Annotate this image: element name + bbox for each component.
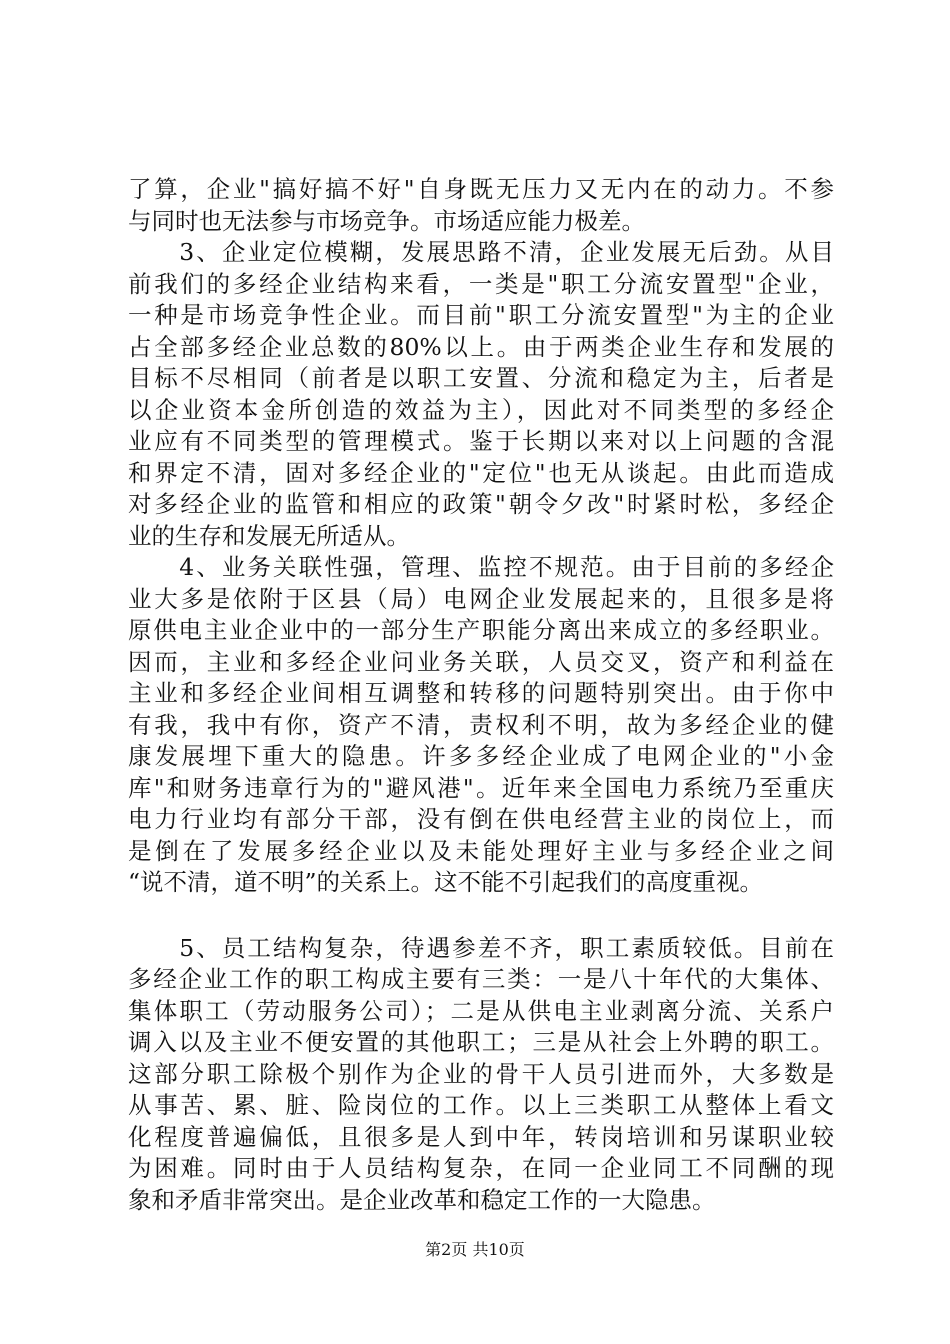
text-line: 对多经企业的监管和相应的政策"朝令夕改"时紧时松，多经企 xyxy=(128,490,834,518)
text-line: 电力行业均有部分干部，没有倒在供电经营主业的岗位上，而 xyxy=(128,805,834,833)
text-line: 业的生存和发展无所适从。 xyxy=(128,521,410,550)
text-line: 库"和财务违章行为的"避风港"。近年来全国电力系统乃至重庆 xyxy=(128,773,834,802)
body-text xyxy=(128,174,834,1216)
text-line: 了算，企业"搞好搞不好"自身既无压力又无内在的动力。不参 xyxy=(128,175,834,203)
text-line: 从事苦、累、脏、险岗位的工作。以上三类职工从整体上看文 xyxy=(128,1091,834,1119)
text-line: 目标不尽相同（前者是以职工安置、分流和稳定为主，后者是 xyxy=(128,364,834,392)
text-line: 康发展埋下重大的隐患。许多多经企业成了电网企业的"小金 xyxy=(128,742,834,770)
text-line: 3、企业定位模糊，发展思路不清，企业发展无后劲。从目 xyxy=(128,238,834,266)
page-number-footer: 第2页 共10页 xyxy=(425,1240,525,1259)
text-line: 集体职工（劳动服务公司）；二是从供电主业剥离分流、关系户 xyxy=(128,996,834,1025)
paragraph-gap xyxy=(128,899,834,933)
text-line: 业大多是依附于区县（局）电网企业发展起来的，且很多是将 xyxy=(128,584,834,613)
text-line: 与同时也无法参与市场竞争。市场适应能力极差。 xyxy=(128,206,645,235)
text-line: 为困难。同时由于人员结构复杂，在同一企业同工不同酬的现 xyxy=(128,1154,834,1182)
text-line: 以企业资本金所创造的效益为主），因此对不同类型的多经企 xyxy=(128,395,834,424)
text-line: 前我们的多经企业结构来看，一类是"职工分流安置型"企业， xyxy=(128,269,834,298)
text-line: 和界定不清，固对多经企业的"定位"也无从谈起。由此而造成 xyxy=(128,458,834,487)
text-line: 多经企业工作的职工构成主要有三类：一是八十年代的大集体、 xyxy=(128,965,834,993)
text-line: 5、员工结构复杂，待遇参差不齐，职工素质较低。目前在 xyxy=(128,933,834,962)
text-line: 调入以及主业不便安置的其他职工；三是从社会上外聘的职工。 xyxy=(128,1028,834,1056)
text-line: 原供电主业企业中的一部分生产职能分离出来成立的多经职业。 xyxy=(128,616,834,644)
text-line: 化程度普遍偏低，且很多是人到中年，转岗培训和另谋职业较 xyxy=(128,1122,834,1151)
text-line: “说不清，道不明”的关系上。这不能不引起我们的高度重视。 xyxy=(128,868,764,896)
text-line: 占全部多经企业总数的80%以上。由于两类企业生存和发展的 xyxy=(128,332,834,361)
text-line: 业应有不同类型的管理模式。鉴于长期以来对以上问题的含混 xyxy=(128,427,834,455)
text-line: 一种是市场竞争性企业。而目前"职工分流安置型"为主的企业 xyxy=(128,301,834,329)
text-line: 有我，我中有你，资产不清，责权利不明，故为多经企业的健 xyxy=(128,710,834,739)
text-line: 这部分职工除极个别作为企业的骨干人员引进而外，大多数是 xyxy=(128,1059,834,1088)
text-line: 因而，主业和多经企业问业务关联，人员交叉，资产和利益在 xyxy=(128,647,834,676)
text-line: 4、业务关联性强，管理、监控不规范。由于目前的多经企 xyxy=(128,553,834,581)
text-line: 主业和多经企业间相互调整和转移的问题特别突出。由于你中 xyxy=(128,679,834,707)
text-line: 象和矛盾非常突出。是企业改革和稳定工作的一大隐患。 xyxy=(128,1185,716,1214)
text-line: 是倒在了发展多经企业以及未能处理好主业与多经企业之间 xyxy=(128,836,834,865)
